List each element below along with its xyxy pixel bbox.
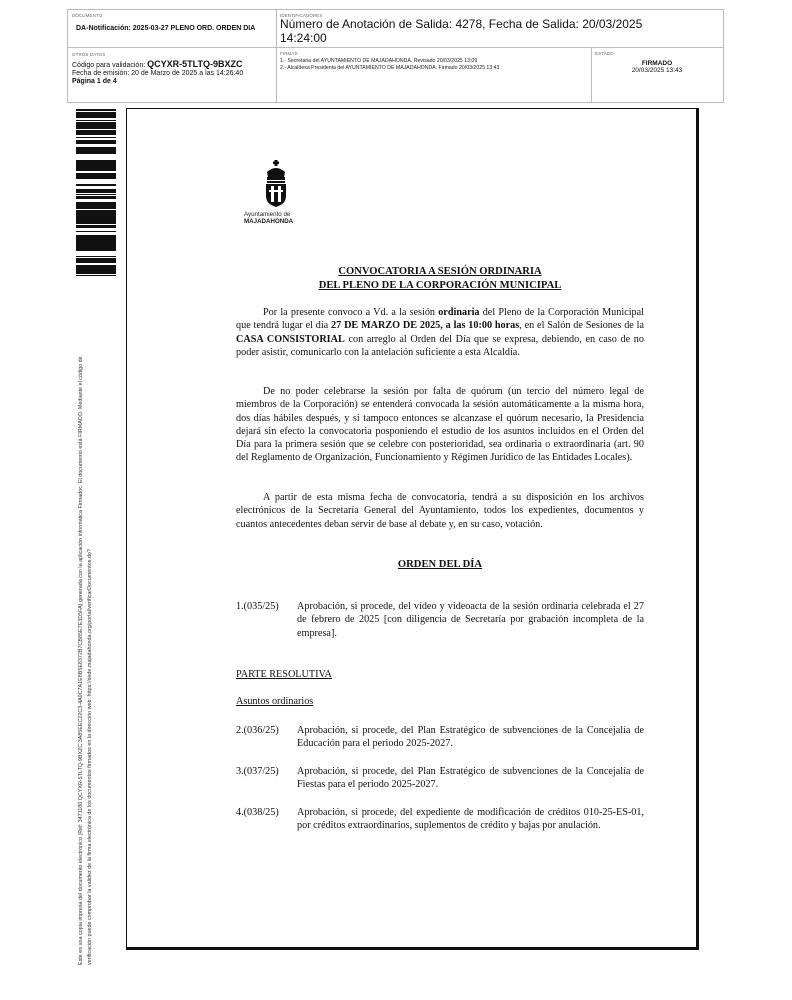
identificadores-cell — [280, 13, 680, 45]
barcode-bar — [76, 120, 116, 121]
barcode-bar — [76, 262, 116, 263]
barcode-bar — [76, 184, 116, 185]
barcode-bar — [76, 218, 116, 221]
barcode-bar — [76, 237, 116, 240]
barcode-bar — [76, 258, 116, 260]
fecha-emision: Fecha de emisión: 20 de Marzo de 2025 a las 14:26:40 — [72, 70, 244, 77]
barcode-bar — [76, 152, 116, 154]
p1-part-d: 27 DE MARZO DE 2025, a las 10:00 horas — [331, 320, 520, 332]
barcode-bar — [76, 246, 116, 248]
barcode-bar — [76, 215, 116, 218]
firmas-cell — [280, 51, 588, 72]
agenda-item-text: Aprobación, si procede, del vídeo y videoacta de la sesión ordinaria celebrada el 27 de febrero de 2025 [con diligencia de Secretaría por grabación incompleta de la empresa]. — [297, 601, 644, 639]
estado-label: ESTADO — [595, 51, 614, 56]
p1-part-b: ordinaria — [438, 307, 480, 318]
codigo-validacion — [72, 60, 272, 70]
agenda-item-number: 3.(037/25) — [236, 766, 279, 777]
barcode-bar — [76, 109, 116, 110]
documento-value: DA-Notificación: 2025-03-27 PLENO ORD. ORDEN DIA — [76, 25, 256, 32]
pagina: Página 1 de 4 — [72, 78, 117, 85]
barcode-bar — [76, 198, 116, 199]
barcode-bar — [76, 169, 116, 171]
identificadores-value: Número de Anotación de Salida: 4278, Fecha de Salida: 20/03/2025 14:24:00 — [280, 17, 643, 45]
agenda-item-number: 4.(038/25) — [236, 807, 279, 818]
barcode-bar — [76, 142, 116, 143]
barcode-bar — [76, 261, 116, 262]
barcode-bar — [76, 149, 116, 151]
logo-line-1: Ayuntamiento de — [244, 211, 291, 218]
header-divider — [68, 47, 723, 48]
paragraph-2: De no poder celebrarse la sesión por falta de quórum (un tercio del número legal de miembros de la Corporación) se entenderá convocada la sesión automáticamente a la misma hora, dos días hábiles después, y si tampoco entonces se alcanzase el quórum necesario, la Presidencia dejará sin efecto la convocatoria posponiendo el estudio de los asuntos incluidos en el Orden del Día para la primera sesión que se celebre con posterioridad, sea ordinaria o extraordinaria (art. 90 del Reglamento de Organización, Funcionamiento y Régimen Jurídico de las Entidades Locales). — [236, 386, 644, 464]
barcode-bar — [76, 244, 116, 246]
firma-1: 1.- Secretaria del AYUNTAMIENTO DE MAJADAHONDA. Revisado 20/03/2025 13:09 — [280, 58, 478, 64]
barcode-bar — [76, 260, 116, 261]
p1-part-c: del Pleno de la Corporación Municipal que tendrá lugar el día — [236, 307, 644, 332]
barcode-bar — [76, 122, 116, 124]
estado-cell — [595, 51, 719, 74]
otros-datos-label: OTROS DATOS — [72, 52, 106, 57]
barcode-bar — [76, 240, 116, 241]
barcode-bar — [76, 265, 116, 267]
agenda-item-number: 1.(035/25) — [236, 601, 279, 612]
header-divider — [591, 47, 592, 102]
barcode-bar — [76, 162, 116, 163]
p1-part-g: con arreglo al Orden del Día que se expresa, debiendo, en caso de no poder asistir, comunicarlo con la antelación suficiente a esta Alcaldía. — [236, 333, 644, 358]
agenda-item-text: Aprobación, si procede, del Plan Estratégico de subvenciones de la Concejalía de Educación para el periodo 2025-2027. — [297, 725, 644, 750]
barcode-bar — [76, 248, 116, 250]
barcode-bar — [76, 140, 116, 142]
document-title-1: CONVOCATORIA A SESIÓN ORDINARIA — [338, 266, 542, 277]
barcode-bar — [76, 272, 116, 274]
barcode-bar — [76, 206, 116, 208]
codigo-value: QCYXR-5TLTQ-9BXZC — [147, 59, 243, 69]
side-text-line-1: Este es una copia impresa del documento electrónico (Ref: 3471180 QCYXR-5TLTQ-9BXZC 3A85EEC22C3-4A0C7A1E8B5E8372B7CB85E7E3D5FA) generada con la aplicación informática Firmadoc. El documento está FIRMADO. Mediante el código de — [78, 356, 84, 965]
parte-resolutiva-heading: PARTE RESOLUTIVA — [236, 669, 332, 680]
barcode-bar — [76, 275, 116, 276]
barcode-bar — [76, 214, 116, 215]
barcode-bar — [76, 110, 116, 111]
agenda-item — [236, 765, 644, 793]
barcode — [76, 108, 116, 276]
barcode-bar — [76, 160, 116, 162]
barcode-bar — [76, 202, 116, 205]
side-text-line-2: verificación puede comprobar la validez de la firma electrónica de los documentos firmados en la dirección web: https://sede.majadahonda.org/portal/verificarDocumentos.do? — [87, 549, 93, 965]
p1-part-f: CASA CONSISTORIAL — [236, 333, 345, 345]
barcode-bar — [76, 124, 116, 126]
header-divider — [276, 10, 277, 102]
side-verification-text — [77, 356, 95, 965]
barcode-bar — [76, 189, 116, 190]
logo-text — [244, 211, 308, 225]
barcode-bar — [76, 143, 116, 144]
documento-cell — [72, 13, 272, 33]
identificadores-label: IDENTIFICADORES — [280, 13, 323, 18]
barcode-bar — [76, 167, 116, 169]
barcode-bar — [76, 191, 116, 192]
barcode-bar — [76, 267, 116, 268]
p1-part-a: Por la presente convoco a Vd. a la sesión — [263, 307, 439, 318]
barcode-bar — [76, 225, 116, 228]
barcode-bar — [76, 151, 116, 152]
barcode-bar — [76, 268, 116, 269]
barcode-bar — [76, 131, 116, 133]
barcode-bar — [76, 185, 116, 186]
agenda-item — [236, 600, 644, 640]
barcode-bar — [76, 231, 116, 232]
barcode-bar — [76, 205, 116, 206]
barcode-bar — [76, 196, 116, 197]
barcode-bar — [76, 148, 116, 149]
barcode-bar — [76, 192, 116, 193]
header-table — [67, 9, 724, 103]
orden-del-dia-title: ORDEN DEL DÍA — [397, 559, 483, 570]
barcode-bar — [76, 173, 116, 175]
barcode-bar — [76, 211, 116, 214]
barcode-bar — [76, 190, 116, 191]
paragraph-3: A partir de esta misma fecha de convocatoria, tendrá a su disposición en los archivos electrónicos de la Secretaría General del Ayuntamiento, todos los expedientes, documentos y cuantos antecedentes deban servir de base al debate y, en su caso, votación. — [236, 492, 644, 530]
barcode-bar — [76, 130, 116, 131]
barcode-bar — [76, 241, 116, 244]
p1-part-e: , en el Salón de Sesiones de la — [519, 320, 644, 332]
barcode-bar — [76, 197, 116, 198]
barcode-bar — [76, 208, 116, 209]
documento-label: DOCUMENTO — [72, 13, 103, 18]
estado-date: 20/03/2025 13:43 — [631, 67, 683, 74]
firmas-label: FIRMAS — [280, 51, 298, 56]
agenda-item-number: 2.(036/25) — [236, 725, 279, 736]
agenda-item — [236, 724, 644, 752]
barcode-bar — [76, 269, 116, 272]
paragraph-1 — [236, 306, 644, 359]
barcode-bar — [76, 112, 116, 114]
barcode-bar — [76, 126, 116, 129]
document-title-2: DEL PLENO DE LA CORPORACIÓN MUNICIPAL — [318, 280, 562, 291]
barcode-bar — [76, 221, 116, 224]
firma-2: 2.- Alcaldesa Presidenta del AYUNTAMIENTO DE MAJADAHONDA. Firmado 20/03/2025 13:43 — [280, 65, 500, 71]
barcode-bar — [76, 137, 116, 138]
estado-value: FIRMADO — [641, 60, 673, 67]
agenda-item-text: Aprobación, si procede, del Plan Estratégico de subvenciones de la Concejalía de Fiestas para el periodo 2025-2027. — [297, 766, 644, 791]
barcode-bar — [76, 194, 116, 195]
barcode-bar — [76, 147, 116, 148]
logo-line-2: MAJADAHONDA — [244, 218, 294, 225]
barcode-bar — [76, 250, 116, 251]
codigo-prefix: Código para validación: — [72, 62, 146, 69]
barcode-bar — [76, 175, 116, 178]
barcode-bar — [76, 114, 116, 117]
crown-logo-icon — [263, 160, 289, 208]
barcode-bar — [76, 133, 116, 135]
barcode-bar — [76, 256, 116, 257]
barcode-bar — [76, 163, 116, 164]
barcode-bar — [76, 235, 116, 237]
otros-datos-cell — [72, 52, 272, 86]
barcode-bar — [76, 164, 116, 167]
barcode-bar — [76, 210, 116, 211]
agenda-item-text: Aprobación, si procede, del expediente de modificación de créditos 010-25-ES-01, por créditos extraordinarios, suplementos de crédito y bajas por anulación. — [297, 807, 644, 832]
barcode-bar — [76, 117, 116, 118]
barcode-bar — [76, 178, 116, 179]
asuntos-ordinarios-heading: Asuntos ordinarios — [236, 696, 314, 707]
agenda-item — [236, 806, 644, 846]
